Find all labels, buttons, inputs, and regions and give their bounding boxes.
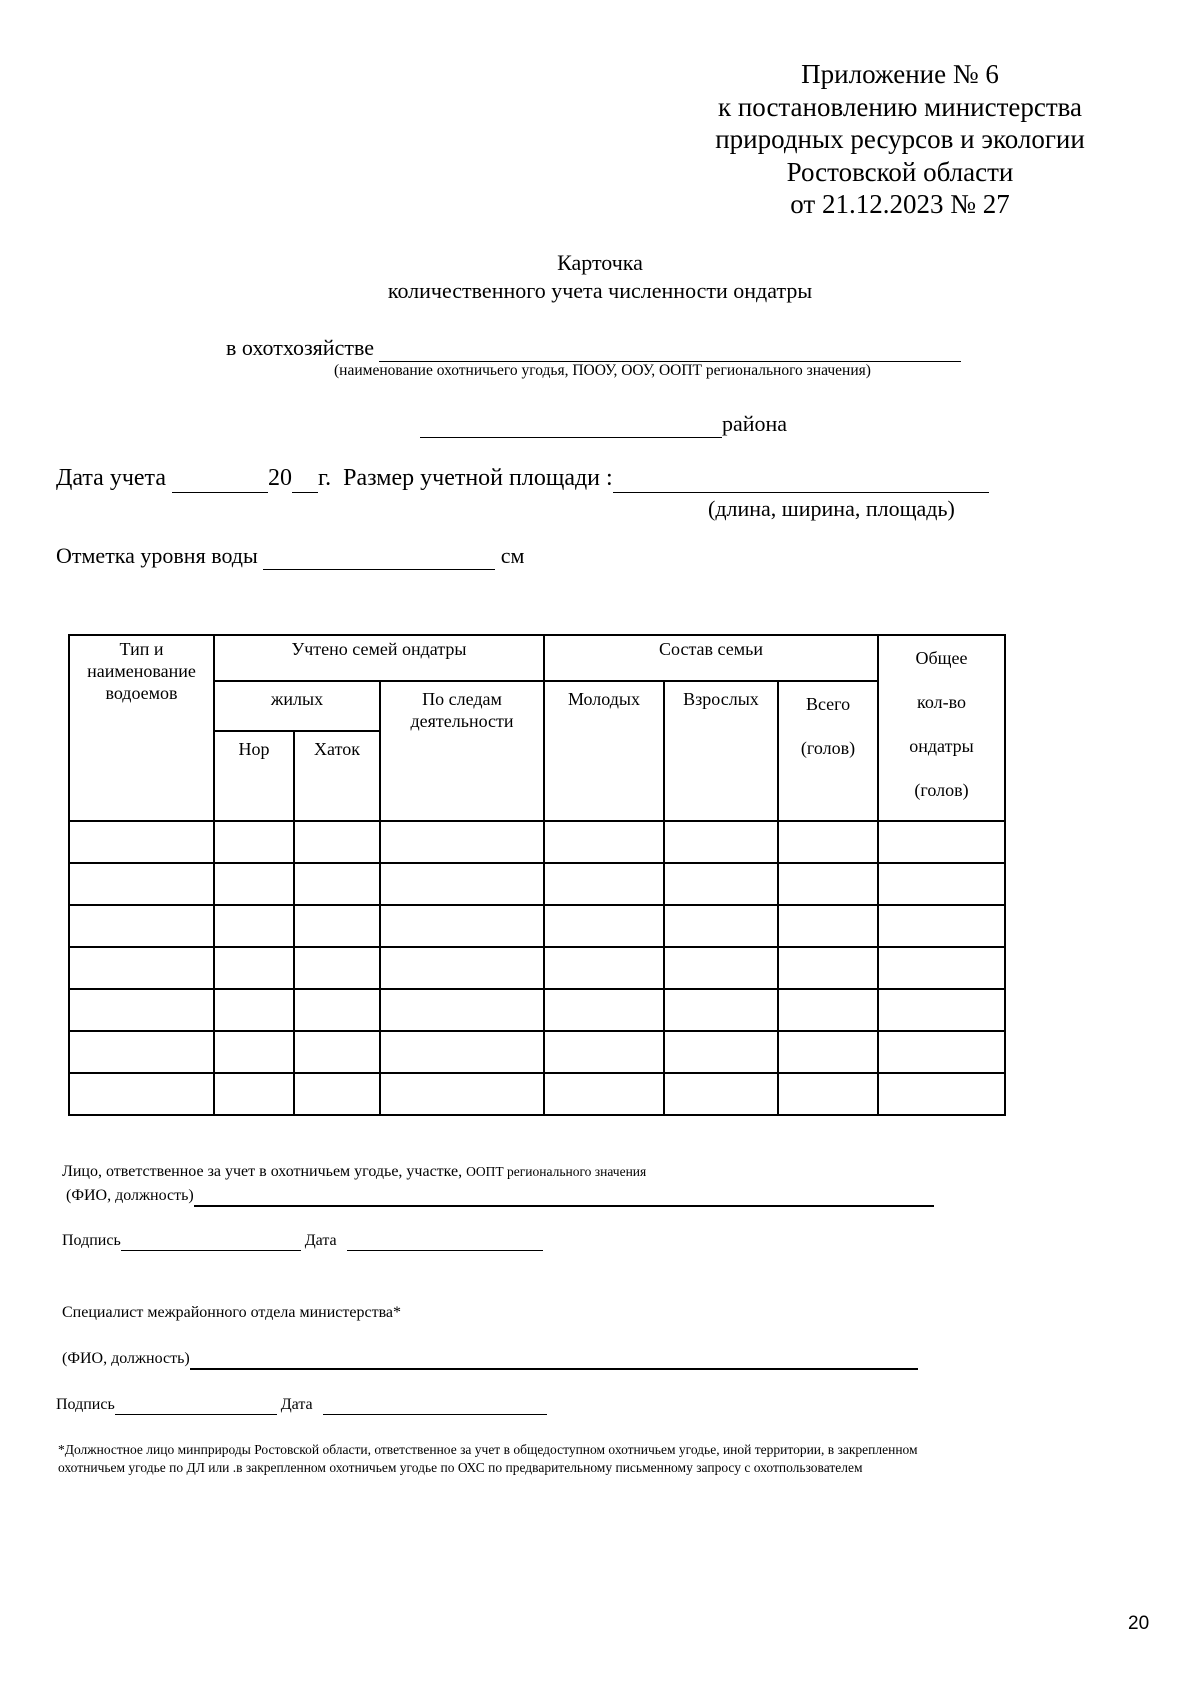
table-cell[interactable]	[69, 1073, 214, 1115]
table-cell[interactable]	[294, 863, 380, 905]
group-counted-families: Учтено семей ондатры	[214, 635, 544, 681]
table-cell[interactable]	[544, 947, 664, 989]
appendix-line: к постановлению министерства	[717, 91, 1083, 122]
table-cell[interactable]	[664, 821, 778, 863]
table-cell[interactable]	[544, 863, 664, 905]
sub-all-line: (голов)	[800, 738, 856, 758]
table-cell[interactable]	[380, 1031, 544, 1073]
page-number: 20	[1128, 1613, 1150, 1634]
specialist-fio-field[interactable]	[190, 1350, 918, 1370]
hunting-row	[226, 335, 961, 362]
sub-adult: Взрослых	[664, 681, 778, 821]
group-family-composition: Состав семьи	[544, 635, 878, 681]
table-cell[interactable]	[544, 989, 664, 1031]
col-waterbody-type	[69, 635, 214, 821]
table-cell[interactable]	[294, 821, 380, 863]
area-label: Размер учетной площади :	[343, 465, 613, 491]
responsible-label: Лицо, ответственное за учет в охотничьем угодье, участке,	[62, 1163, 463, 1180]
appendix-line: природных ресурсов и экологии	[715, 124, 1085, 154]
table-cell[interactable]	[69, 821, 214, 863]
table-cell[interactable]	[380, 863, 544, 905]
table-cell[interactable]	[214, 947, 294, 989]
table-cell[interactable]	[878, 1073, 1005, 1115]
table-row	[69, 905, 1005, 947]
table-cell[interactable]	[778, 947, 878, 989]
appendix-line: Приложение № 6	[801, 59, 999, 89]
appendix-line: от 21.12.2023 № 27	[790, 189, 1010, 219]
count-date-row	[56, 465, 989, 493]
responsible-sign-row	[62, 1232, 543, 1251]
table-cell[interactable]	[69, 905, 214, 947]
hunting-name-field[interactable]	[379, 335, 961, 362]
table-cell[interactable]	[664, 947, 778, 989]
table-cell[interactable]	[778, 863, 878, 905]
table-cell[interactable]	[664, 863, 778, 905]
table-cell[interactable]	[380, 1073, 544, 1115]
table-cell[interactable]	[294, 989, 380, 1031]
table-cell[interactable]	[544, 1031, 664, 1073]
table-cell[interactable]	[778, 1031, 878, 1073]
specialist-date-label: Дата	[280, 1396, 313, 1413]
table-cell[interactable]	[778, 989, 878, 1031]
table-cell[interactable]	[664, 1073, 778, 1115]
table-cell[interactable]	[878, 947, 1005, 989]
sub-all-heads	[778, 681, 878, 821]
table-cell[interactable]	[544, 1073, 664, 1115]
col-total-line: кол-во	[917, 692, 966, 712]
responsible-date-label: Дата	[304, 1232, 337, 1249]
sub-by-traces-line: По следам	[422, 689, 502, 709]
col-total-muskrat	[878, 635, 1005, 821]
table-cell[interactable]	[544, 905, 664, 947]
table-cell[interactable]	[878, 1031, 1005, 1073]
table-cell[interactable]	[294, 1073, 380, 1115]
count-date-label: Дата учета	[56, 465, 166, 491]
responsible-label-small: ООПТ регионального значения	[466, 1164, 647, 1179]
water-level-unit: см	[500, 543, 525, 568]
responsible-sign-field[interactable]	[121, 1232, 301, 1251]
year-suffix: г.	[318, 465, 332, 491]
year-prefix: 20	[268, 465, 292, 491]
table-cell[interactable]	[69, 989, 214, 1031]
table-cell[interactable]	[544, 821, 664, 863]
sub-burrows: Нор	[214, 731, 294, 821]
table-cell[interactable]	[69, 947, 214, 989]
water-level-row	[56, 543, 524, 570]
table-cell[interactable]	[380, 989, 544, 1031]
responsible-fio-field[interactable]	[194, 1187, 934, 1207]
table-cell[interactable]	[214, 863, 294, 905]
table-cell[interactable]	[214, 989, 294, 1031]
responsible-fio-row	[66, 1187, 934, 1207]
table-cell[interactable]	[294, 947, 380, 989]
table-cell[interactable]	[778, 1073, 878, 1115]
area-hint: (длина, ширина, площадь)	[708, 496, 955, 521]
table-cell[interactable]	[878, 863, 1005, 905]
specialist-label: Специалист межрайонного отдела министерства*	[62, 1304, 402, 1321]
specialist-fio-row	[62, 1350, 918, 1370]
table-row	[69, 821, 1005, 863]
footnote-line: охотничьем угодье по ДЛ или .в закрепленном охотничьем угодье по ОХС по предварительному письменному запросу с охотпользователем	[58, 1460, 863, 1475]
district-label: района	[722, 411, 788, 436]
table-cell[interactable]	[214, 1073, 294, 1115]
table-cell[interactable]	[294, 1031, 380, 1073]
table-cell[interactable]	[778, 905, 878, 947]
district-field[interactable]	[420, 411, 722, 438]
sub-all-line: Всего	[805, 694, 851, 714]
col-total-line: (голов)	[914, 780, 969, 800]
col-total-line: Общее	[915, 648, 968, 668]
table-cell[interactable]	[69, 1031, 214, 1073]
sub-living: жилых	[214, 681, 380, 731]
table-row	[69, 947, 1005, 989]
table-cell[interactable]	[664, 905, 778, 947]
col-total-line: ондатры	[909, 736, 974, 756]
responsible-fio-label: (ФИО, должность)	[66, 1187, 194, 1204]
table-cell[interactable]	[214, 1031, 294, 1073]
col-waterbody-type-line: Тип и	[119, 639, 164, 659]
table-cell[interactable]	[878, 905, 1005, 947]
table-cell[interactable]	[214, 821, 294, 863]
specialist-date-field[interactable]	[323, 1396, 547, 1415]
year-field[interactable]	[292, 465, 318, 493]
water-level-field[interactable]	[263, 543, 495, 570]
table-cell[interactable]	[878, 989, 1005, 1031]
col-waterbody-type-line: наименование	[87, 661, 196, 681]
water-level-label: Отметка уровня воды	[56, 543, 258, 568]
col-waterbody-type-line: водоемов	[105, 683, 178, 703]
sub-by-traces-line: деятельности	[410, 711, 514, 731]
table-row	[69, 1073, 1005, 1115]
sub-huts: Хаток	[294, 731, 380, 821]
muskrat-count-table	[68, 634, 1006, 1116]
table-cell[interactable]	[294, 905, 380, 947]
responsible-sign-label: Подпись	[62, 1232, 121, 1249]
table-cell[interactable]	[380, 821, 544, 863]
sub-young: Молодых	[544, 681, 664, 821]
specialist-sign-label: Подпись	[56, 1396, 115, 1413]
card-subtitle: количественного учета численности ондатры	[387, 278, 813, 303]
table-cell[interactable]	[380, 905, 544, 947]
responsible-date-field[interactable]	[347, 1232, 543, 1251]
table-cell[interactable]	[778, 821, 878, 863]
sub-by-traces	[380, 681, 544, 821]
district-row	[420, 411, 787, 438]
table-row	[69, 989, 1005, 1031]
table-cell[interactable]	[214, 905, 294, 947]
table-cell[interactable]	[878, 821, 1005, 863]
specialist-sign-field[interactable]	[115, 1396, 277, 1415]
responsible-label-row	[62, 1163, 646, 1181]
table-cell[interactable]	[69, 863, 214, 905]
specialist-fio-label: (ФИО, должность)	[62, 1350, 190, 1367]
hunting-hint: (наименование охотничьего угодья, ПООУ, ООУ, ООПТ регионального значения)	[334, 362, 871, 379]
appendix-header	[640, 58, 1160, 221]
area-field[interactable]	[613, 465, 989, 493]
table-cell[interactable]	[664, 1031, 778, 1073]
table-row	[69, 863, 1005, 905]
card-title: Карточка	[557, 250, 643, 275]
footnote-line: *Должностное лицо минприроды Ростовской области, ответственное за учет в общедоступном охотничьем угодье, иной территории, в закрепленном	[58, 1442, 918, 1457]
table-row	[69, 1031, 1005, 1073]
specialist-sign-row	[56, 1396, 547, 1415]
table-cell[interactable]	[380, 947, 544, 989]
hunting-label: в охотхозяйстве	[226, 335, 374, 360]
count-date-field[interactable]	[172, 465, 268, 493]
table-cell[interactable]	[664, 989, 778, 1031]
appendix-line: Ростовской области	[786, 156, 1014, 187]
